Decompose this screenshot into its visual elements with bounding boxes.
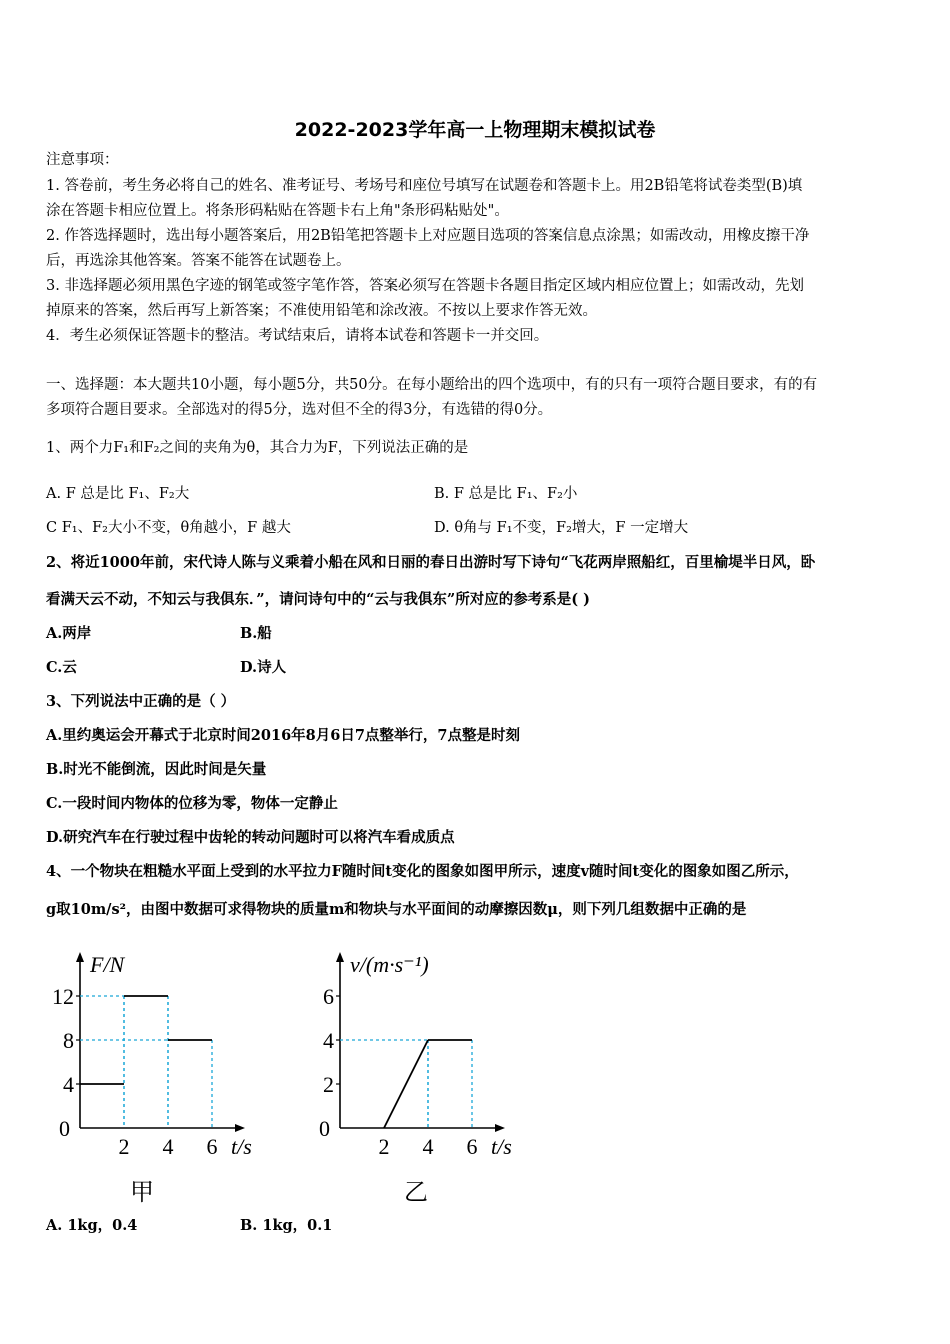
notice-line: 后，再选涂其他答案。答案不能答在试题卷上。 xyxy=(46,253,351,269)
q2-option-b: B.船 xyxy=(240,625,272,642)
notice-line: 1. 答卷前，考生务必将自己的姓名、准考证号、考场号和座位号填写在试题卷和答题卡上。用2B铅笔将试卷类型(B)填 xyxy=(46,178,803,194)
section-instructions: 多项符合题目要求。全部选对的得5分，选对但不全的得3分，有选错的得0分。 xyxy=(46,402,553,418)
x-axis-arrow xyxy=(495,1124,505,1132)
y-tick-label: 4 xyxy=(323,1028,334,1053)
q1-option-b: B. F 总是比 F₁、F₂小 xyxy=(434,486,578,502)
notice-line: 掉原来的答案，然后再写上新答案；不准使用铅笔和涂改液。不按以上要求作答无效。 xyxy=(46,303,597,319)
chart-caption: 乙 xyxy=(404,1180,428,1206)
y-axis-arrow xyxy=(76,952,84,962)
q3-option-d: D.研究汽车在行驶过程中齿轮的转动问题时可以将汽车看成质点 xyxy=(46,829,455,846)
notice-line: 4．考生必须保证答题卡的整洁。考试结束后，请将本试卷和答题卡一并交回。 xyxy=(46,328,549,344)
y-tick-label: 6 xyxy=(323,984,334,1009)
y-tick-label: 8 xyxy=(63,1028,74,1053)
q2-option-d: D.诗人 xyxy=(240,659,287,676)
x-tick-label: 6 xyxy=(206,1134,218,1159)
y-axis-label: v/(m·s⁻¹) xyxy=(350,952,429,977)
x-tick-label: 4 xyxy=(162,1134,174,1159)
q1-option-c: C F₁、F₂大小不变，θ角越小，F 越大 xyxy=(46,520,291,536)
x-tick-label: 2 xyxy=(378,1134,390,1159)
question-1-stem: 1、两个力F₁和F₂之间的夹角为θ，其合力为F，下列说法正确的是 xyxy=(46,440,469,456)
origin-label: 0 xyxy=(59,1116,70,1141)
notice-line: 2. 作答选择题时，选出每小题答案后，用2B铅笔把答题卡上对应题目选项的答案信息点涂黑；如需改动，用橡皮擦干净 xyxy=(46,228,810,244)
q2-option-a: A.两岸 xyxy=(46,625,92,642)
x-axis-label: t/s xyxy=(231,1134,252,1159)
y-tick-label: 2 xyxy=(323,1072,334,1097)
question-2-stem: 看满天云不动，不知云与我俱东．”，请问诗句中的“云与我俱东”所对应的参考系是( ) xyxy=(46,591,591,608)
q4-option-a: A. 1kg，0.4 xyxy=(46,1217,138,1234)
page-title: 2022-2023学年高一上物理期末模拟试卷 xyxy=(294,119,656,141)
notice-line: 3. 非选择题必须用黑色字迹的钢笔或签字笔作答，答案必须写在答题卡各题目指定区域内相应位置上；如需改动，先划 xyxy=(46,278,804,294)
q3-option-c: C.一段时间内物体的位移为零，物体一定静止 xyxy=(46,795,338,812)
x-axis-label: t/s xyxy=(491,1134,512,1159)
q3-option-a: A.里约奥运会开幕式于北京时间2016年8月6日7点整举行，7点整是时刻 xyxy=(46,727,521,744)
origin-label: 0 xyxy=(319,1116,330,1141)
x-tick-label: 4 xyxy=(422,1134,434,1159)
notice-line: 涂在答题卡相应位置上。将条形码粘贴在答题卡右上角"条形码粘贴处"。 xyxy=(46,203,509,219)
q3-option-b: B.时光不能倒流，因此时间是矢量 xyxy=(46,761,267,778)
chart-force-time xyxy=(40,940,280,1210)
question-2-stem: 2、将近1000年前，宋代诗人陈与义乘着小船在风和日丽的春日出游时写下诗句“飞花两岸照船红，百里榆堤半日风，卧 xyxy=(46,554,816,571)
question-4-stem: g取10m/s²，由图中数据可求得物块的质量m和物块与水平面间的动摩擦因数μ，则下列几组数据中正确的是 xyxy=(46,901,747,918)
y-axis-arrow xyxy=(336,952,344,962)
y-tick-label: 12 xyxy=(52,984,74,1009)
notice-heading: 注意事项： xyxy=(46,152,119,168)
y-axis-label: F/N xyxy=(90,952,125,977)
data-segment xyxy=(384,1040,428,1128)
q2-option-c: C.云 xyxy=(46,659,77,676)
x-tick-label: 6 xyxy=(466,1134,478,1159)
y-tick-label: 4 xyxy=(63,1072,74,1097)
question-3-stem: 3、下列说法中正确的是（ ） xyxy=(46,693,236,710)
chart-caption: 甲 xyxy=(130,1180,154,1206)
q1-option-d: D. θ角与 F₁不变，F₂增大，F 一定增大 xyxy=(434,520,689,536)
x-axis-arrow xyxy=(235,1124,245,1132)
question-4-stem: 4、一个物块在粗糙水平面上受到的水平拉力F随时间t变化的图象如图甲所示，速度v随时间t变化的图象如图乙所示， xyxy=(46,863,799,880)
q1-option-a: A. F 总是比 F₁、F₂大 xyxy=(46,486,190,502)
x-tick-label: 2 xyxy=(118,1134,130,1159)
section-instructions: 一、选择题：本大题共10小题，每小题5分，共50分。在每小题给出的四个选项中，有的只有一项符合题目要求，有的有 xyxy=(46,377,818,393)
q4-option-b: B. 1kg，0.1 xyxy=(240,1217,333,1234)
chart-velocity-time xyxy=(300,940,540,1210)
